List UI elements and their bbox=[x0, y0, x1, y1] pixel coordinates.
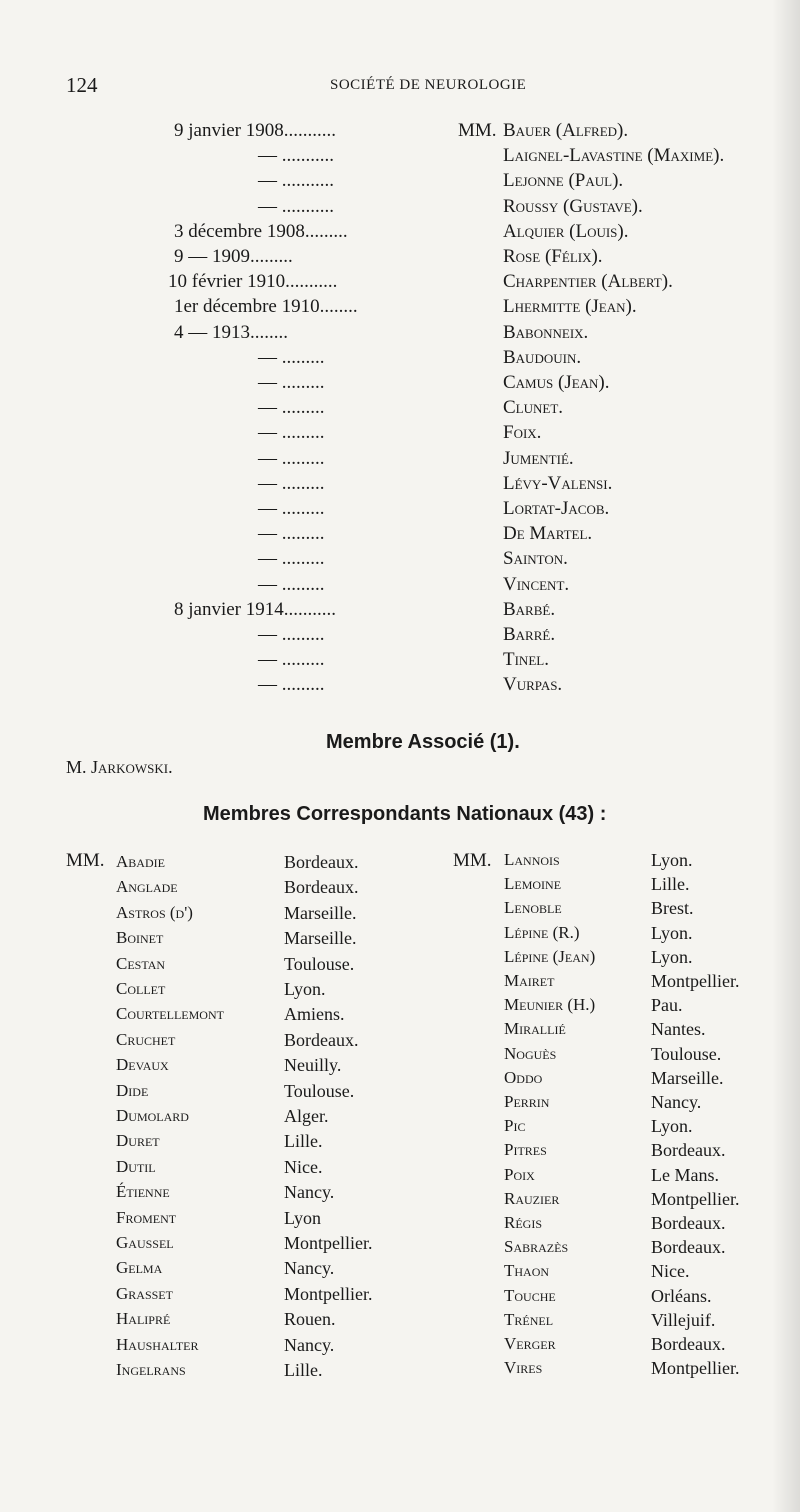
correspondant-name: Dumolard bbox=[116, 1106, 189, 1125]
correspondant-name: Dutil bbox=[116, 1157, 156, 1176]
correspondant-city: Marseille. bbox=[651, 1068, 724, 1088]
correspondant-city: Bordeaux. bbox=[284, 852, 359, 872]
titular-date: — ......... bbox=[258, 347, 325, 368]
mm-label: MM. bbox=[458, 120, 497, 141]
correspondant-city: Alger. bbox=[284, 1106, 329, 1126]
correspondant-name: Pic bbox=[504, 1116, 526, 1135]
correspondant-name: Halipré bbox=[116, 1309, 171, 1328]
titular-date: 8 janvier 1914........... bbox=[174, 599, 337, 620]
titular-date: — ......... bbox=[258, 624, 325, 645]
correspondant-city: Villejuif. bbox=[651, 1310, 716, 1330]
associate-heading: Membre Associé (1). bbox=[326, 731, 520, 753]
correspondant-name: Ingelrans bbox=[116, 1360, 186, 1379]
correspondant-city: Toulouse. bbox=[284, 954, 355, 974]
correspondant-name: Thaon bbox=[504, 1261, 550, 1280]
correspondant-name: Lépine (Jean) bbox=[504, 947, 596, 966]
titular-date: — ......... bbox=[258, 574, 325, 595]
titular-date: 1er décembre 1910........ bbox=[174, 296, 358, 317]
correspondant-city: Montpellier. bbox=[284, 1284, 373, 1304]
titular-name: Foix. bbox=[503, 422, 542, 443]
correspondant-city: Lyon. bbox=[651, 1116, 693, 1136]
correspondant-name: Oddo bbox=[504, 1068, 543, 1087]
titular-name: Lortat-Jacob. bbox=[503, 498, 610, 519]
correspondant-name: Perrin bbox=[504, 1092, 550, 1111]
titular-name: Vurpas. bbox=[503, 674, 563, 695]
correspondant-name: Sabrazès bbox=[504, 1237, 569, 1256]
titular-date: 10 février 1910........... bbox=[168, 271, 338, 292]
mm-label-right: MM. bbox=[453, 850, 492, 871]
correspondant-name: Dide bbox=[116, 1081, 149, 1100]
correspondant-city: Rouen. bbox=[284, 1309, 336, 1329]
titular-date: — ......... bbox=[258, 523, 325, 544]
correspondant-city: Bordeaux. bbox=[284, 877, 359, 897]
correspondant-city: Nancy. bbox=[651, 1092, 702, 1112]
associate-member: M. Jarkowski. bbox=[66, 757, 173, 777]
correspondant-name: Rauzier bbox=[504, 1189, 560, 1208]
titular-name: Jumentié. bbox=[503, 448, 574, 469]
correspondant-name: Régis bbox=[504, 1213, 543, 1232]
correspondant-city: Brest. bbox=[651, 898, 694, 918]
correspondant-name: Lemoine bbox=[504, 874, 562, 893]
correspondant-city: Toulouse. bbox=[284, 1081, 355, 1101]
correspondant-name: Courtellemont bbox=[116, 1004, 224, 1023]
titular-name: Clunet. bbox=[503, 397, 564, 418]
page-edge-shadow bbox=[772, 0, 800, 1512]
mm-label-left: MM. bbox=[66, 850, 105, 871]
correspondant-name: Poix bbox=[504, 1165, 535, 1184]
correspondant-city: Le Mans. bbox=[651, 1165, 719, 1185]
titular-date: — ........... bbox=[258, 170, 334, 191]
correspondant-city: Neuilly. bbox=[284, 1055, 342, 1075]
correspondant-name: Astros (d') bbox=[116, 903, 193, 922]
correspondant-name: Devaux bbox=[116, 1055, 169, 1074]
correspondant-name: Lannois bbox=[504, 850, 560, 869]
correspondant-name: Gelma bbox=[116, 1258, 163, 1277]
correspondant-name: Collet bbox=[116, 979, 166, 998]
correspondant-name: Duret bbox=[116, 1131, 160, 1150]
titular-name: Laignel-Lavastine (Maxime). bbox=[503, 145, 725, 166]
correspondant-name: Mairet bbox=[504, 971, 555, 990]
titular-name: Charpentier (Albert). bbox=[503, 271, 673, 292]
correspondant-city: Lyon. bbox=[651, 923, 693, 943]
correspondant-city: Nice. bbox=[651, 1261, 690, 1281]
titular-date: — ......... bbox=[258, 649, 325, 670]
titular-date: — ......... bbox=[258, 372, 325, 393]
correspondant-name: Froment bbox=[116, 1208, 177, 1227]
correspondant-city: Montpellier. bbox=[651, 1358, 740, 1378]
titular-name: Baudouin. bbox=[503, 347, 582, 368]
correspondant-city: Bordeaux. bbox=[651, 1334, 726, 1354]
correspondant-name: Vires bbox=[504, 1358, 543, 1377]
titular-name: Alquier (Louis). bbox=[503, 221, 629, 242]
correspondant-name: Cruchet bbox=[116, 1030, 176, 1049]
correspondant-city: Nantes. bbox=[651, 1019, 706, 1039]
titular-name: De Martel. bbox=[503, 523, 593, 544]
titular-name: Sainton. bbox=[503, 548, 568, 569]
correspondant-city: Marseille. bbox=[284, 928, 357, 948]
titular-date: — ......... bbox=[258, 674, 325, 695]
correspondant-city: Lyon bbox=[284, 1208, 322, 1228]
correspondant-name: Haushalter bbox=[116, 1335, 199, 1354]
titular-name: Lejonne (Paul). bbox=[503, 170, 624, 191]
titular-date: — ......... bbox=[258, 397, 325, 418]
titular-name: Barbé. bbox=[503, 599, 556, 620]
correspondant-name: Cestan bbox=[116, 954, 166, 973]
titular-name: Lhermitte (Jean). bbox=[503, 296, 637, 317]
correspondant-name: Étienne bbox=[116, 1182, 170, 1201]
correspondant-city: Montpellier. bbox=[284, 1233, 373, 1253]
titular-name: Roussy (Gustave). bbox=[503, 196, 643, 217]
correspondant-name: Mirallié bbox=[504, 1019, 566, 1038]
correspondant-city: Lyon. bbox=[651, 947, 693, 967]
correspondant-name: Boinet bbox=[116, 928, 164, 947]
correspondant-city: Bordeaux. bbox=[284, 1030, 359, 1050]
correspondant-name: Pitres bbox=[504, 1140, 547, 1159]
correspondant-name: Abadie bbox=[116, 852, 165, 871]
correspondant-city: Toulouse. bbox=[651, 1044, 722, 1064]
titular-date: — ......... bbox=[258, 422, 325, 443]
correspondant-city: Amiens. bbox=[284, 1004, 345, 1024]
titular-name: Camus (Jean). bbox=[503, 372, 610, 393]
correspondant-name: Anglade bbox=[116, 877, 178, 896]
page-number: 124 bbox=[66, 73, 98, 97]
running-header: SOCIÉTÉ DE NEUROLOGIE bbox=[330, 77, 527, 93]
correspondant-city: Nancy. bbox=[284, 1182, 335, 1202]
correspondant-name: Noguès bbox=[504, 1044, 557, 1063]
titular-date: — ........... bbox=[258, 145, 334, 166]
titular-date: — ......... bbox=[258, 473, 325, 494]
titular-name: Vincent. bbox=[503, 574, 570, 595]
correspondant-city: Lille. bbox=[284, 1360, 323, 1380]
correspondant-name: Verger bbox=[504, 1334, 556, 1353]
titular-name: Babonneix. bbox=[503, 322, 589, 343]
titular-date: — ........... bbox=[258, 196, 334, 217]
titular-date: 9 — 1909......... bbox=[174, 246, 293, 267]
correspondant-city: Pau. bbox=[651, 995, 683, 1015]
correspondants-heading: Membres Correspondants Nationaux (43) : bbox=[203, 803, 607, 825]
correspondant-city: Montpellier. bbox=[651, 971, 740, 991]
correspondant-city: Nancy. bbox=[284, 1258, 335, 1278]
titular-name: Barré. bbox=[503, 624, 556, 645]
titular-date: — ......... bbox=[258, 448, 325, 469]
correspondant-city: Montpellier. bbox=[651, 1189, 740, 1209]
correspondant-name: Grasset bbox=[116, 1284, 173, 1303]
titular-date: 3 décembre 1908......... bbox=[174, 221, 348, 242]
correspondant-city: Lille. bbox=[651, 874, 690, 894]
correspondant-name: Touche bbox=[504, 1286, 556, 1305]
correspondant-city: Nice. bbox=[284, 1157, 323, 1177]
correspondant-city: Nancy. bbox=[284, 1335, 335, 1355]
titular-name: Lévy-Valensi. bbox=[503, 473, 613, 494]
titular-name: Bauer (Alfred). bbox=[503, 120, 629, 141]
titular-name: Rose (Félix). bbox=[503, 246, 603, 267]
correspondant-city: Lille. bbox=[284, 1131, 323, 1151]
titular-date: 4 — 1913........ bbox=[174, 322, 288, 343]
correspondant-city: Bordeaux. bbox=[651, 1237, 726, 1257]
correspondant-city: Bordeaux. bbox=[651, 1213, 726, 1233]
correspondant-city: Orléans. bbox=[651, 1286, 712, 1306]
correspondant-city: Bordeaux. bbox=[651, 1140, 726, 1160]
correspondant-city: Lyon. bbox=[284, 979, 326, 999]
correspondant-city: Marseille. bbox=[284, 903, 357, 923]
correspondant-name: Lenoble bbox=[504, 898, 562, 917]
titular-date: — ......... bbox=[258, 498, 325, 519]
titular-name: Tinel. bbox=[503, 649, 549, 670]
correspondant-city: Lyon. bbox=[651, 850, 693, 870]
correspondant-name: Trénel bbox=[504, 1310, 554, 1329]
correspondant-name: Meunier (H.) bbox=[504, 995, 596, 1014]
titular-date: 9 janvier 1908........... bbox=[174, 120, 337, 141]
correspondant-name: Lépine (R.) bbox=[504, 923, 580, 942]
correspondant-name: Gaussel bbox=[116, 1233, 174, 1252]
titular-date: — ......... bbox=[258, 548, 325, 569]
